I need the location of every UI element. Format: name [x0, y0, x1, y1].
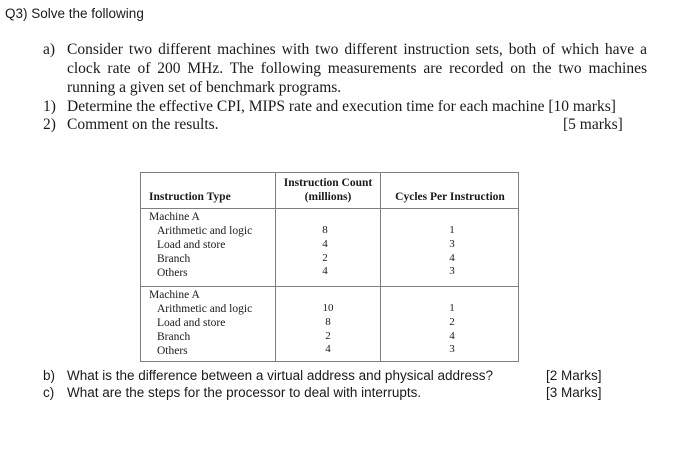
subitem-2-text: Comment on the results. [67, 116, 219, 133]
group-1-count-1: 8 [322, 224, 328, 236]
subitem-2-marks: [5 marks] [563, 116, 623, 133]
part-a-text [67, 40, 647, 97]
question-title: Q3) Solve the following [5, 6, 144, 21]
group-2-count-1: 10 [322, 302, 334, 314]
group-1-counts [310, 224, 340, 279]
header-count-line-1: Instruction Count [283, 177, 373, 189]
group-2-cpi-2: 2 [449, 315, 455, 328]
group-2-type-1: Arithmetic and logic [157, 303, 253, 315]
benchmark-table [140, 172, 519, 362]
group-1-cpis [437, 224, 467, 279]
group-1-cpi-1: 1 [449, 224, 455, 236]
part-b-marks: [2 Marks] [546, 368, 602, 383]
group-1-type-1: Arithmetic and logic [157, 225, 253, 237]
group-1-cpi-3: 4 [449, 251, 455, 264]
header-instruction-count [276, 176, 380, 204]
group-2-cpis [437, 302, 467, 357]
group-1-count-4: 4 [322, 265, 328, 278]
table-group-divider [140, 286, 519, 287]
table-header-divider [140, 208, 519, 209]
group-2-type-4: Others [157, 345, 188, 357]
part-b-text: What is the difference between a virtual address and physical address? [67, 368, 493, 383]
group-1-count-3: 2 [322, 251, 328, 264]
group-2-cpi-1: 1 [449, 302, 455, 314]
part-a-line-3: running a given set of benchmark programs. [67, 79, 342, 96]
group-1-type-3: Branch [157, 253, 191, 265]
header-instruction-type: Instruction Type [149, 191, 231, 203]
group-2-type-2: Load and store [157, 317, 226, 329]
table-border-bottom [140, 361, 519, 362]
group-2-cpi-4: 3 [449, 343, 455, 356]
group-1-type-2: Load and store [157, 239, 226, 251]
part-a-line-1: Consider two different machines with two different instruction sets, both of which have a [67, 41, 647, 58]
part-a-label: a) [43, 41, 56, 58]
group-1-type-4: Others [157, 267, 188, 279]
group-2-count-4: 4 [325, 343, 331, 356]
header-cycles-per-instruction: Cycles Per Instruction [395, 191, 505, 203]
subitem-1-number: 1) [43, 98, 56, 115]
part-a-line-2: clock rate of 200 MHz. The following measurements are recorded on the two machines [67, 60, 647, 77]
group-2-count-3: 2 [325, 329, 331, 342]
subitem-1-text: Determine the effective CPI, MIPS rate and execution time for each machine [10 marks] [67, 98, 616, 115]
group-2-type-3: Branch [157, 331, 191, 343]
group-1-cpi-4: 3 [449, 265, 455, 278]
group-2-cpi-3: 4 [449, 329, 455, 342]
group-2-counts [313, 302, 343, 357]
part-c-label: c) [43, 385, 55, 400]
group-2-count-2: 8 [325, 315, 331, 328]
table-border-top [140, 172, 519, 173]
table-border-left [140, 172, 141, 362]
group-2-name: Machine A [149, 289, 200, 301]
part-c-text: What are the steps for the processor to deal with interrupts. [67, 385, 422, 400]
group-1-cpi-2: 3 [449, 237, 455, 250]
subitem-2-number: 2) [43, 116, 56, 133]
part-b-label: b) [43, 368, 56, 383]
header-count-line-2: (millions) [304, 191, 352, 203]
group-1-name: Machine A [149, 211, 200, 223]
group-1-count-2: 4 [322, 237, 328, 250]
part-c-marks: [3 Marks] [546, 385, 602, 400]
